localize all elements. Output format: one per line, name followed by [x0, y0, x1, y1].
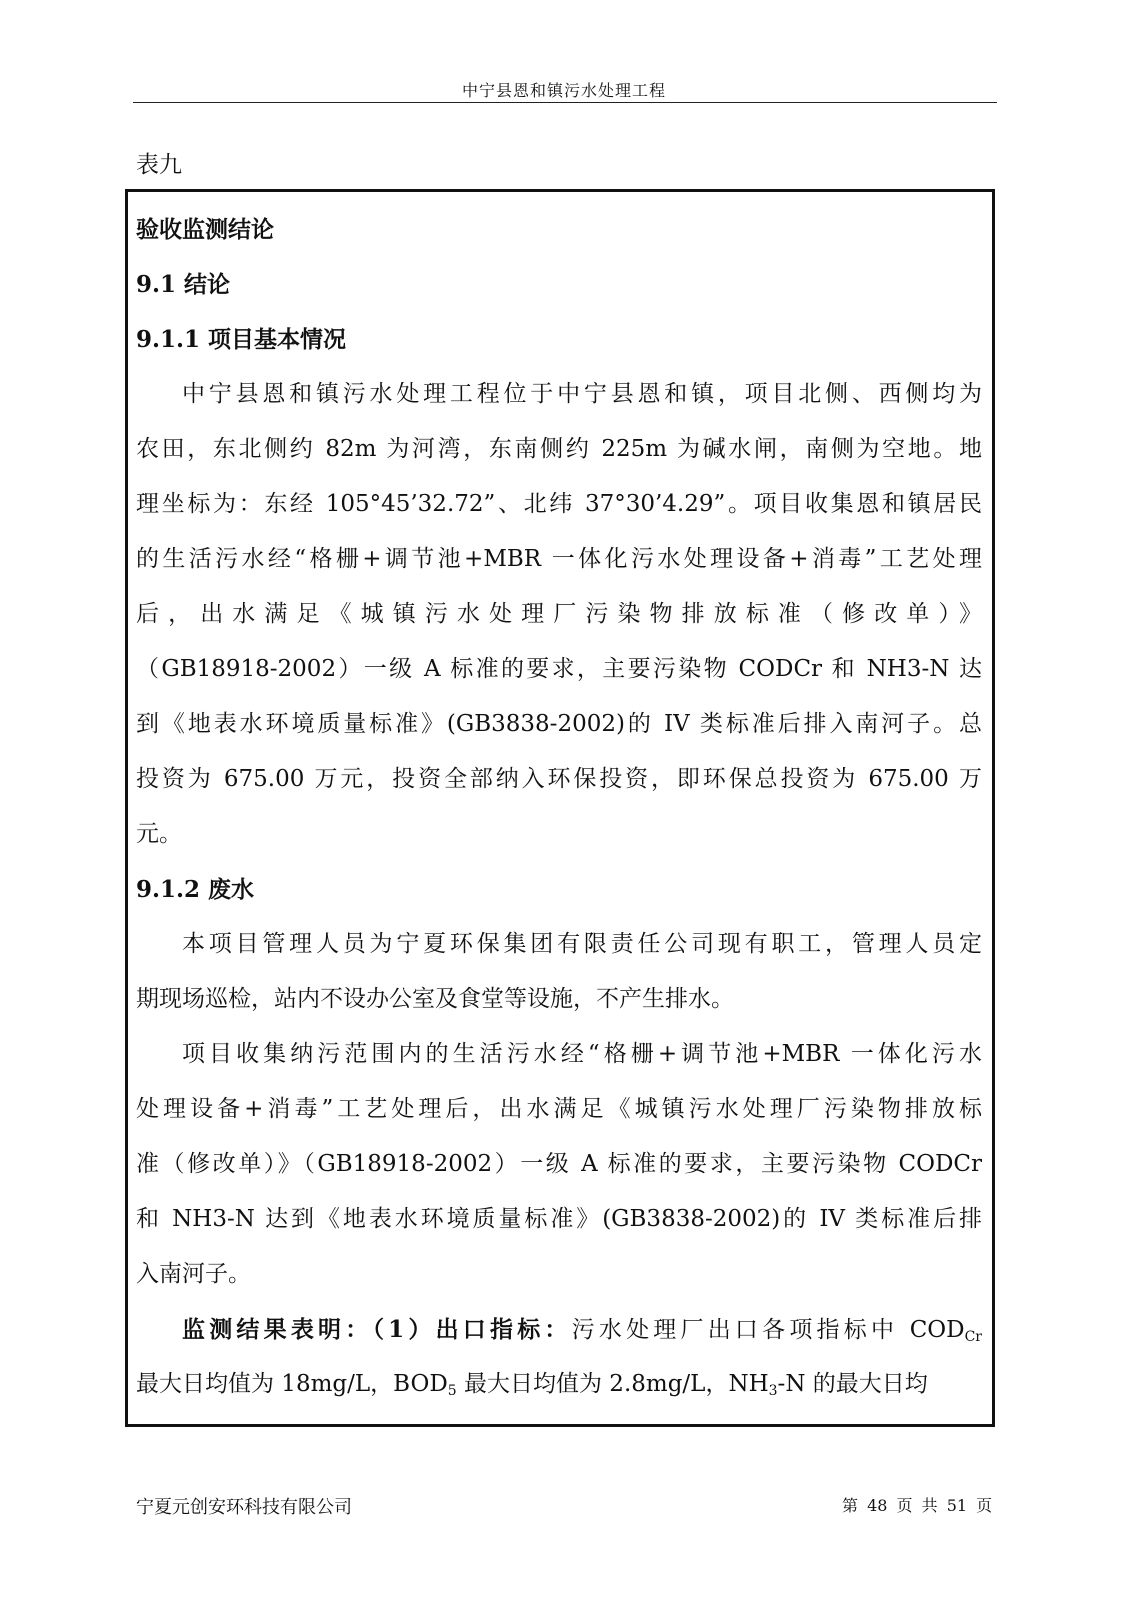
result-text: -N 的最大日均 [777, 1371, 928, 1397]
bod-subscript: 5 [447, 1383, 457, 1399]
heading-9-1-1: 9.1.1 项目基本情况 [136, 326, 347, 353]
water-line: 项目收集纳污范围内的生活污水经“格栅+调节池+MBR 一体化污水 [182, 1041, 982, 1067]
footer-page-number: 第 48 页 共 51 页 [842, 1496, 993, 1515]
content-frame [125, 189, 995, 1427]
water-line: 入南河子。 [136, 1261, 251, 1287]
basic-line: 的生活污水经“格栅+调节池+MBR 一体化污水处理设备+消毒”工艺处理 [136, 546, 982, 572]
result-text: 最大日均值为 18mg/L，BOD [136, 1371, 448, 1397]
basic-line: 农田，东北侧约 82m 为河湾，东南侧约 225m 为碱水闸，南侧为空地。地 [136, 436, 982, 462]
page-header: 中宁县恩和镇污水处理工程 [461, 81, 666, 100]
result-line-1 [136, 1302, 982, 1357]
table-label: 表九 [136, 152, 182, 178]
nh-subscript: 3 [768, 1383, 778, 1399]
result-lead: 监测结果表明：（1）出口指标： [182, 1316, 572, 1343]
footer-company: 宁夏元创安环科技有限公司 [136, 1497, 352, 1518]
cod-subscript: Cr [964, 1329, 982, 1345]
basic-line: 理坐标为：东经 105°45’32.72”、北纬 37°30’4.29”。项目收集恩和镇居民 [136, 491, 982, 517]
section-title: 验收监测结论 [136, 216, 274, 243]
result-line-2 [136, 1357, 982, 1412]
result-text: 最大日均值为 2.8mg/L，NH [456, 1371, 769, 1397]
basic-line: 投资为 675.00 万元，投资全部纳入环保投资，即环保总投资为 675.00 万 [136, 766, 982, 792]
water-line: 处理设备+消毒”工艺处理后，出水满足《城镇污水处理厂污染物排放标 [136, 1096, 982, 1122]
basic-line: 中宁县恩和镇污水处理工程位于中宁县恩和镇，项目北侧、西侧均为 [182, 381, 982, 407]
water-line: 本项目管理人员为宁夏环保集团有限责任公司现有职工，管理人员定 [182, 931, 982, 957]
heading-9-1: 9.1 结论 [136, 271, 231, 298]
frame-content [136, 202, 982, 1412]
basic-line: 到《地表水环境质量标准》(GB3838-2002)的 IV 类标准后排入南河子。总 [136, 711, 982, 737]
water-line: 准（修改单）》（GB18918-2002）一级 A 标准的要求，主要污染物 CODCr [136, 1151, 982, 1177]
heading-9-1-2: 9.1.2 废水 [136, 876, 255, 903]
water-line: 和 NH3-N 达到《地表水环境质量标准》(GB3838-2002)的 IV 类标准后排 [136, 1206, 982, 1232]
water-line: 期现场巡检，站内不设办公室及食堂等设施，不产生排水。 [136, 986, 734, 1012]
basic-line: 元。 [136, 821, 182, 847]
header-rule [133, 102, 997, 103]
basic-line: 后，出水满足《城镇污水处理厂污染物排放标准（修改单）》 [136, 601, 982, 627]
result-text: 污水处理厂出口各项指标中 COD [571, 1317, 965, 1343]
basic-line: （GB18918-2002）一级 A 标准的要求，主要污染物 CODCr 和 NH3-N 达 [136, 656, 982, 682]
